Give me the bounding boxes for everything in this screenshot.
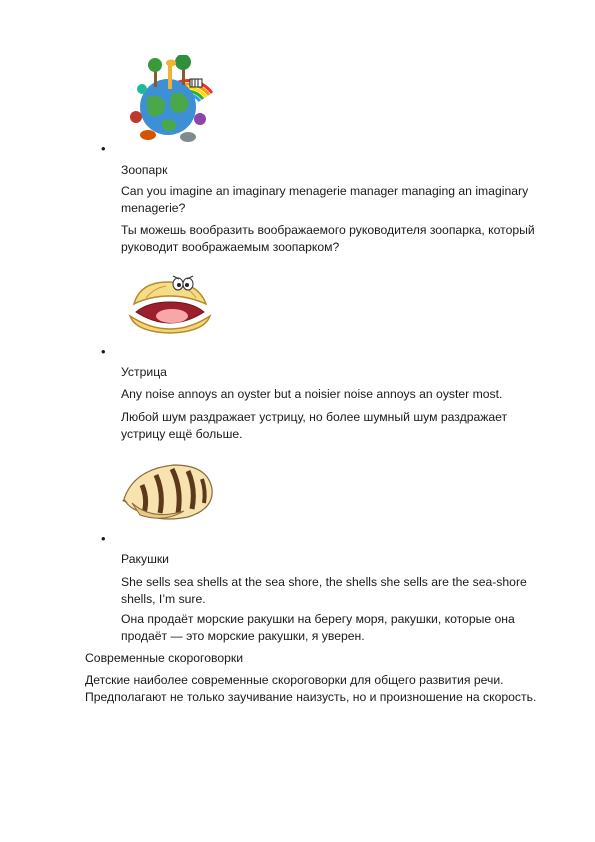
tongue-twister-english: She sells sea shells at the sea shore, the shells she sells are the sea-shore shells, I’m sure. <box>121 575 527 606</box>
item-title: Ракушки <box>121 552 169 566</box>
zoo-image <box>122 55 214 145</box>
item-title: Устрица <box>121 365 167 379</box>
cartoon-oyster-icon <box>126 272 214 334</box>
tongue-twister-russian: Ты можешь вообразить воображаемого руководителя зоопарка, который руководит воображаемым зоопарком? <box>121 223 535 254</box>
tongue-twister-english: Can you imagine an imaginary menagerie manager managing an imaginary menagerie? <box>121 184 529 215</box>
bullet: • <box>101 141 106 156</box>
globe-with-animals-icon <box>122 55 214 145</box>
tongue-twister-russian: Любой шум раздражает устрицу, но более шумный шум раздражает устрицу ещё больше. <box>121 410 508 441</box>
shell-image <box>122 463 214 523</box>
section-heading: Современные скороговорки <box>85 651 244 665</box>
bullet: • <box>101 531 106 546</box>
striped-sea-shell-icon <box>122 463 214 523</box>
section-paragraph: Детские наиболее современные скороговорки для общего развития речи. Предполагают не только заучивание наизусть, но и произношение на скорость. <box>85 673 537 704</box>
item-title: Зоопарк <box>121 163 168 177</box>
bullet: • <box>101 344 106 359</box>
tongue-twister-russian: Она продаёт морские ракушки на берегу моря, ракушки, которые она продаёт — это морские ракушки, я уверен. <box>121 612 515 643</box>
oyster-image <box>126 272 214 334</box>
tongue-twister-english: Any noise annoys an oyster but a noisier noise annoys an oyster most. <box>121 387 503 401</box>
